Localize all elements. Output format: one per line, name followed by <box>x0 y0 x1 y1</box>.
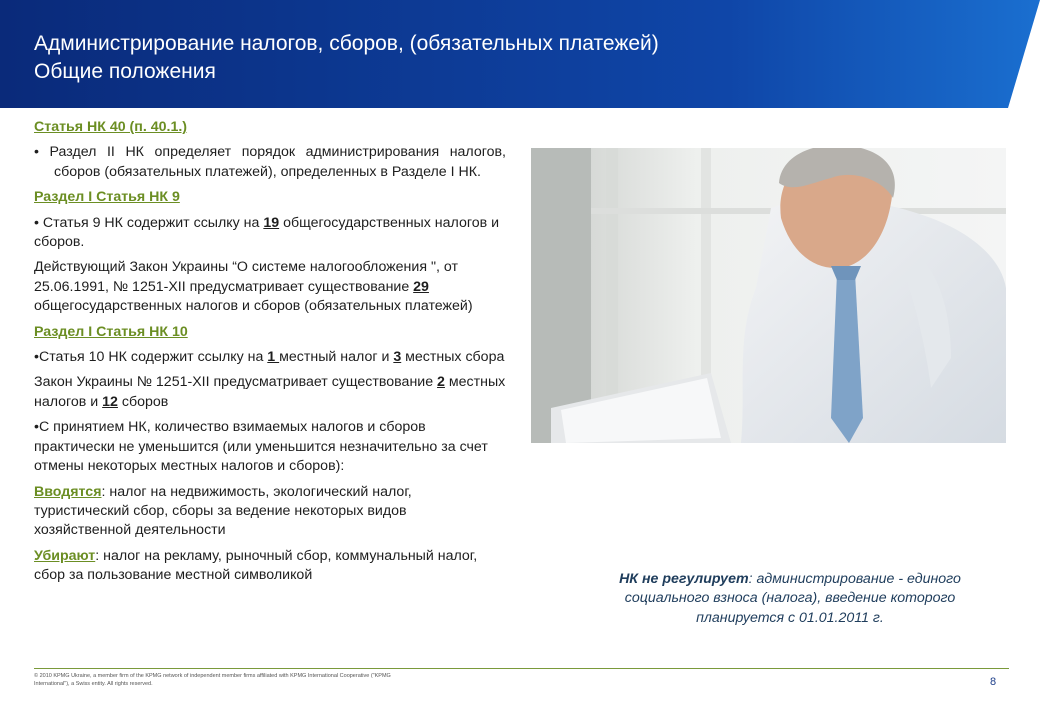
note-label: НК не регулирует <box>619 571 749 587</box>
title-line-2: Общие положения <box>34 60 216 83</box>
title-line-1: Администрирование налогов, сборов, (обязательных платежей) <box>34 32 659 55</box>
section-heading-article-10: Раздел I Статья НК 10 <box>34 323 188 340</box>
removed-paragraph: Убирают: налог на рекламу, рыночный сбор, коммунальный налог, сбор за пользование местной символикой <box>34 547 478 584</box>
count-1: 1 <box>267 349 280 366</box>
removed-label: Убирают <box>34 547 96 564</box>
photo-illustration <box>531 148 1006 443</box>
article-9-bullet: • Статья 9 НК содержит ссылку на 19 общегосударственных налогов и сборов. <box>34 214 500 251</box>
note-box <box>590 570 990 628</box>
count-19: 19 <box>263 214 280 231</box>
introduced-label: Вводятся <box>34 483 102 500</box>
introduced-paragraph: Вводятся: налог на недвижимость, экологический налог, туристический сбор, сборы за ведение некоторых видов хозяйственной деятельности <box>34 483 412 539</box>
count-12: 12 <box>102 393 118 410</box>
article-40-bullet: • Раздел II НК определяет порядок администрирования налогов, сборов (обязательных платежей), определенных в Разделе I НК. <box>34 144 506 180</box>
law-1251-paragraph: Действующий Закон Украины “О системе налогообложения ", от 25.06.1991, № 1251-XII предусматривает существование 29 общегосударственных налогов и сборов (обязательных платежей) <box>34 259 473 315</box>
local-law-paragraph: Закон Украины № 1251-XII предусматривает существование 2 местных налогов и 12 сборов <box>34 374 506 410</box>
article-10-bullet: •Статья 10 НК содержит ссылку на 1 местный налог и 3 местных сбора <box>34 349 505 366</box>
note-text: : администрирование - единого социального взноса (налога), введение которого планируется с 01.01.2011 г. <box>624 571 961 626</box>
section-heading-article-40: Статья НК 40 (п. 40.1.) <box>34 119 188 135</box>
header-banner <box>0 0 1040 108</box>
footer-copyright: © 2010 KPMG Ukraine, a member firm of the KPMG network of independent member firms affiliated with KPMG International Cooperative ("KPMG International"), a Swiss entity. All rights reserved. <box>34 673 391 687</box>
page-number: 8 <box>990 676 997 688</box>
tax-count-bullet: •С принятием НК, количество взимаемых налогов и сборов практически не уменьшится (или уменьшится незначительно за счет отмены некоторых местных налогов и сборов): <box>34 419 488 475</box>
page-title <box>34 30 659 86</box>
count-3: 3 <box>393 349 402 366</box>
main-text-column <box>34 118 506 592</box>
count-29: 29 <box>413 278 429 295</box>
section-heading-article-9: Раздел I Статья НК 9 <box>34 189 180 206</box>
count-2: 2 <box>437 374 445 391</box>
footer-divider <box>34 668 1009 669</box>
businessman-photo <box>531 148 1006 443</box>
